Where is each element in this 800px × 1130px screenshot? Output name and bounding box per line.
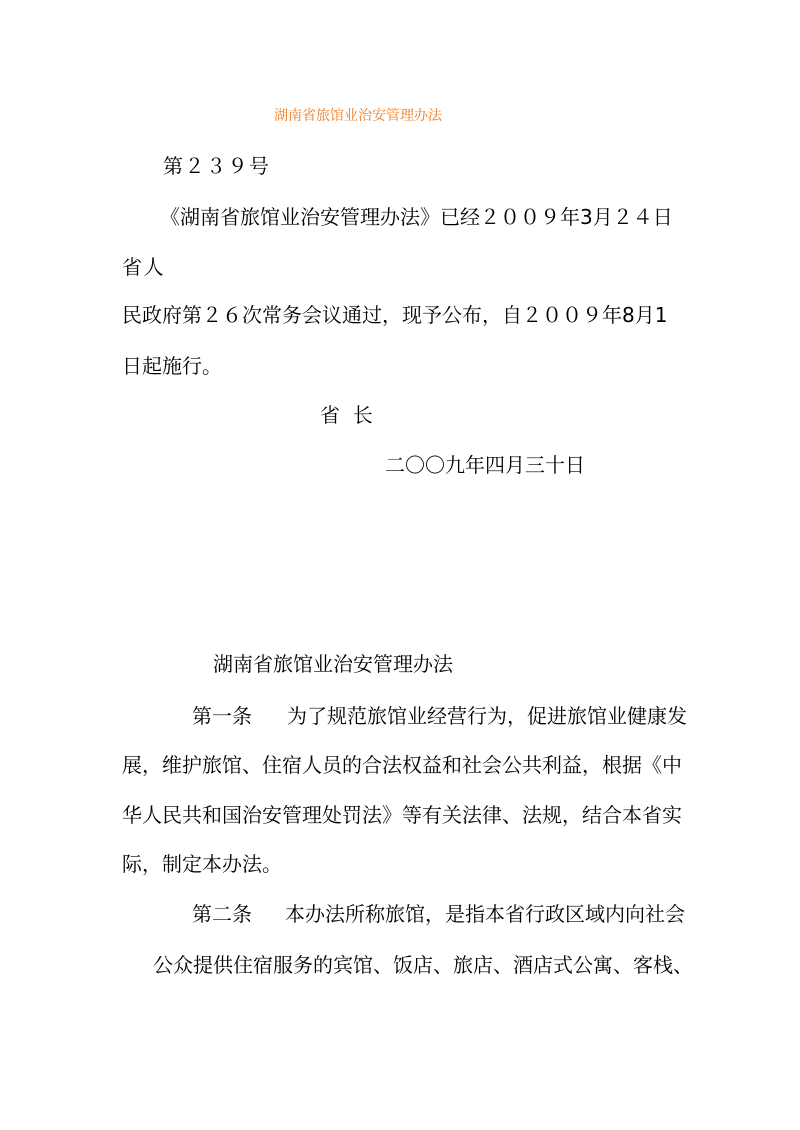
article-2-line-1: 本办法所称旅馆，是指本省行政区域内向社会 (285, 902, 685, 926)
article-1-line-1: 为了规范旅馆业经营行为，促进旅馆业健康发 (287, 704, 687, 728)
order-number: 第２３９号 (163, 154, 271, 178)
signature-date: 二〇〇九年四月三十日 (385, 453, 585, 477)
body-title: 湖南省旅馆业治安管理办法 (213, 652, 453, 676)
article-1-line-3: 华人民共和国治安管理处罚法》等有关法律、法规，结合本省实 (122, 803, 682, 827)
document-title: 湖南省旅馆业治安管理办法 (274, 108, 442, 124)
announcement-line-2: 省人 (122, 255, 165, 279)
announcement-line-3: 民政府第２６次常务会议通过，现予公布，自２００９年8月1 (122, 303, 668, 327)
article-1-line-4: 际，制定本办法。 (122, 852, 282, 876)
article-2-heading: 第二条 (192, 902, 252, 926)
article-1-line-2: 展，维护旅馆、住宿人员的合法权益和社会公共利益，根据《中 (122, 753, 682, 777)
announcement-line-1: 《湖南省旅馆业治安管理办法》已经２００９年3月２４日 (160, 205, 673, 229)
article-1-heading: 第一条 (192, 704, 252, 728)
article-2-line-2: 公众提供住宿服务的宾馆、饭店、旅店、酒店式公寓、客栈、 (153, 953, 693, 977)
signer-title: 省 长 (320, 403, 373, 427)
announcement-line-4: 日起施行。 (122, 354, 222, 378)
